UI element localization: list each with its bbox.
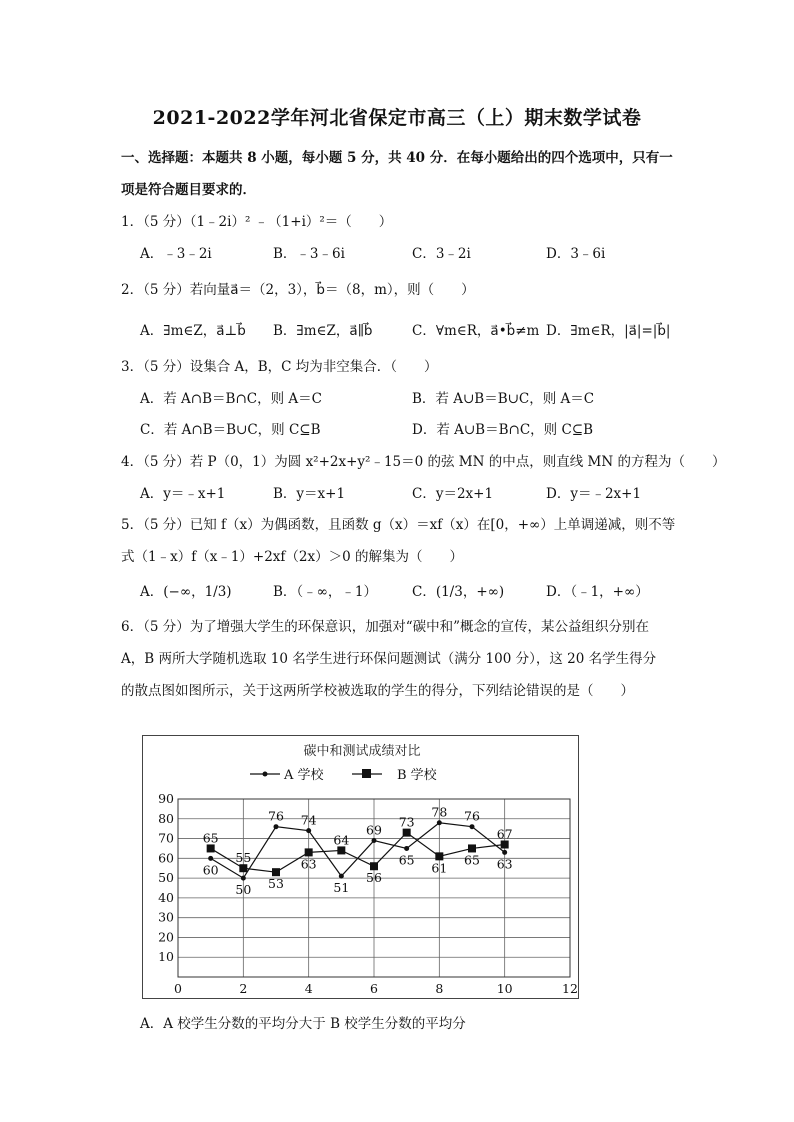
section-heading-line1: 一、选择题：本题共 8 小题，每小题 5 分，共 40 分．在每小题给出的四个选项中，只有一 <box>121 150 673 166</box>
q5-option-d: D．（﹣1，+∞） <box>546 584 649 600</box>
series-a-point <box>306 828 311 833</box>
series-a-data-label: 63 <box>496 856 513 872</box>
q3-option-a: A．若 A∩B＝B∩C，则 A＝C <box>140 391 322 407</box>
legend-a-marker <box>263 772 268 777</box>
x-tick-label: 0 <box>174 981 182 996</box>
series-a-point <box>208 856 213 861</box>
q6-stem-line2: A，B 两所大学随机选取 10 名学生进行环保问题测试（满分 100 分），这 20 名学生得分 <box>121 651 657 667</box>
series-b-data-label: 56 <box>366 870 382 886</box>
q3-option-d: D．若 A∪B＝B∩C，则 C⊆B <box>412 422 594 438</box>
q2-stem: 2．（5 分）若向量a⃗＝（2，3），b⃗＝（8，m），则（ ） <box>121 282 475 298</box>
q2-option-b: B．∃m∈Z，a⃗∥b⃗ <box>273 323 373 339</box>
series-a-data-label: 51 <box>333 880 350 896</box>
y-tick-label: 30 <box>158 909 174 925</box>
series-a-data-label: 69 <box>366 822 382 838</box>
legend-b-marker <box>362 769 371 778</box>
series-b-data-label: 61 <box>431 860 448 876</box>
q4-option-c: C．y＝2x+1 <box>412 486 494 502</box>
series-b-point <box>337 846 345 854</box>
y-tick-label: 60 <box>158 850 174 866</box>
series-b-data-label: 65 <box>464 852 480 868</box>
series-b-point <box>403 829 411 837</box>
series-b-data-label: 55 <box>235 850 252 866</box>
chart-title: 碳中和测试成绩对比 <box>303 744 421 759</box>
series-b-data-label: 73 <box>398 814 415 830</box>
q1-option-a: A．﹣3﹣2i <box>140 246 212 262</box>
series-a-data-label: 74 <box>300 812 317 828</box>
q3-option-c: C．若 A∩B＝B∪C，则 C⊆B <box>140 422 321 438</box>
y-tick-label: 40 <box>158 889 174 905</box>
section-heading-line2: 项是符合题目要求的． <box>121 182 256 198</box>
series-a-data-label: 50 <box>235 882 252 898</box>
series-a-point <box>470 824 475 829</box>
q4-stem: 4．（5 分）若 P（0，1）为圆 x²+2x+y²﹣15＝0 的弦 MN 的中点，则直线 MN 的方程为（ ） <box>121 454 726 470</box>
legend-a-label: A 学校 <box>284 768 324 783</box>
q2-option-c: C．∀m∈R，a⃗•b⃗≠m <box>412 323 540 339</box>
q5-option-a: A．(−∞，1/3) <box>140 584 232 600</box>
q1-option-b: B．﹣3﹣6i <box>273 246 345 262</box>
series-b-point <box>272 868 280 876</box>
series-a-data-label: 76 <box>464 808 480 824</box>
series-b-data-label: 63 <box>300 856 317 872</box>
q2-option-d: D．∃m∈R，|a⃗|=|b⃗| <box>546 323 671 339</box>
series-a-point <box>274 824 279 829</box>
series-a-point <box>404 846 409 851</box>
series-a-data-label: 60 <box>202 862 219 878</box>
q1-stem: 1．（5 分）（1﹣2i）² ﹣（1+i）²＝（ ） <box>121 214 393 230</box>
q5-stem-line2: 式（1﹣x）f（x﹣1）+2xf（2x）＞0 的解集为（ ） <box>121 549 463 565</box>
series-a-data-label: 65 <box>398 852 415 868</box>
q4-option-d: D．y＝﹣2x+1 <box>546 486 642 502</box>
q5-stem-line1: 5．（5 分）已知 f（x）为偶函数，且函数 g（x）＝xf（x）在[0，+∞）上单调递减，则不等 <box>121 517 676 533</box>
q6-option-a: A．A 校学生分数的平均分大于 B 校学生分数的平均分 <box>140 1016 466 1032</box>
series-b-point <box>207 844 215 852</box>
y-tick-label: 90 <box>158 791 174 806</box>
q5-option-c: C．(1/3，+∞) <box>412 584 505 600</box>
series-a-point <box>437 820 442 825</box>
series-b-point <box>468 844 476 852</box>
series-a-point <box>502 850 507 855</box>
series-b-data-label: 64 <box>333 832 350 848</box>
q3-option-b: B．若 A∪B＝B∪C，则 A＝C <box>412 391 595 407</box>
q1-option-c: C．3﹣2i <box>412 246 471 262</box>
series-a-data-label: 78 <box>431 804 448 820</box>
x-tick-label: 6 <box>370 981 378 996</box>
series-b-point <box>501 840 509 848</box>
y-tick-label: 20 <box>158 929 174 945</box>
series-b-point <box>305 848 313 856</box>
x-tick-label: 4 <box>304 981 313 996</box>
series-b-point <box>370 862 378 870</box>
x-tick-label: 2 <box>239 981 248 996</box>
x-tick-label: 12 <box>562 981 578 996</box>
series-b-point <box>239 864 247 872</box>
y-tick-label: 50 <box>158 870 174 886</box>
exam-title: 2021-2022学年河北省保定市高三（上）期末数学试卷 <box>152 107 642 129</box>
series-b-data-label: 53 <box>268 876 284 892</box>
q6-stem-line3: 的散点图如图所示，关于这两所学校被选取的学生的得分，下列结论错误的是（ ） <box>121 683 634 699</box>
legend-b-label: B 学校 <box>397 768 437 783</box>
q4-option-a: A．y＝﹣x+1 <box>140 486 226 502</box>
q2-option-a: A．∃m∈Z，a⃗⊥b⃗ <box>140 323 246 339</box>
y-tick-label: 80 <box>158 810 174 826</box>
x-tick-label: 8 <box>435 981 444 996</box>
series-a-point <box>372 838 377 843</box>
y-tick-label: 10 <box>158 949 174 965</box>
series-b-point <box>435 852 443 860</box>
series-a-data-label: 76 <box>268 808 284 824</box>
series-b-data-label: 65 <box>202 830 219 846</box>
series-b-data-label: 67 <box>496 826 513 842</box>
series-a-point <box>241 876 246 881</box>
series-a-point <box>339 874 344 879</box>
q3-stem: 3．（5 分）设集合 A，B，C 均为非空集合．（ ） <box>121 359 438 375</box>
x-tick-label: 10 <box>496 981 513 996</box>
q1-option-d: D．3﹣6i <box>546 246 606 262</box>
q5-option-b: B．（﹣∞，﹣1） <box>273 584 378 600</box>
q6-stem-line1: 6．（5 分）为了增强大学生的环保意识，加强对“碳中和”概念的宣传，某公益组织分别在 <box>121 619 650 635</box>
q4-option-b: B．y＝x+1 <box>273 486 346 502</box>
y-tick-label: 70 <box>158 830 174 846</box>
